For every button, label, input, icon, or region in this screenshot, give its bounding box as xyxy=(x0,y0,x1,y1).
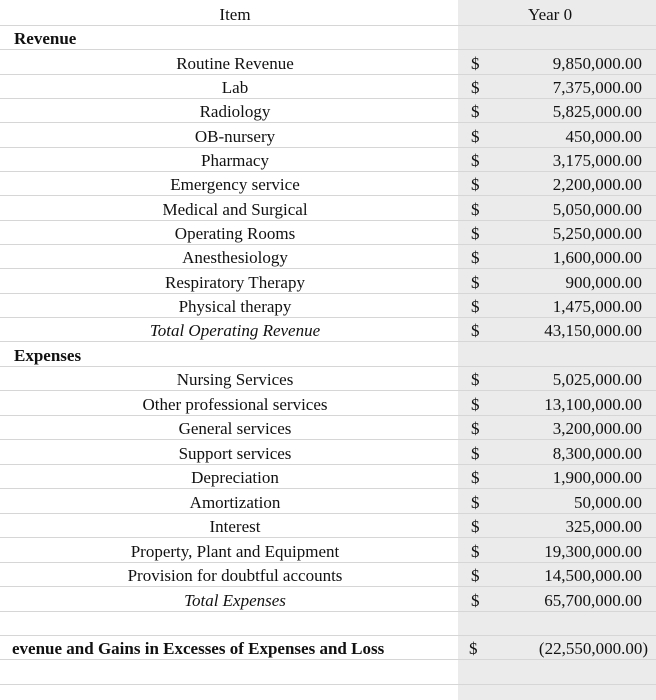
line-item-label: Nursing Services xyxy=(176,370,294,389)
item-column-header: Item xyxy=(219,5,251,24)
line-item-label: OB-nursery xyxy=(194,127,276,146)
line-item-amount: 5,025,000.00 xyxy=(552,370,642,389)
currency-symbol: $ xyxy=(471,468,480,487)
table-row xyxy=(0,539,656,563)
currency-symbol: $ xyxy=(471,54,480,73)
line-item-amount: 3,175,000.00 xyxy=(552,151,642,170)
blank-row xyxy=(0,612,656,636)
table-row xyxy=(0,294,656,318)
line-item-amount: 3,200,000.00 xyxy=(552,419,642,438)
currency-symbol: $ xyxy=(471,370,480,389)
line-item-label: Provision for doubtful accounts xyxy=(127,566,343,585)
line-item-amount: 900,000.00 xyxy=(565,273,642,292)
revenue-total-label: Total Operating Revenue xyxy=(149,321,321,340)
expenses-total-label: Total Expenses xyxy=(184,591,286,610)
line-item-label: Depreciation xyxy=(191,468,279,487)
line-item-label: Property, Plant and Equipment xyxy=(130,542,340,561)
currency-symbol: $ xyxy=(471,127,480,146)
table-row xyxy=(0,392,656,416)
line-item-label: Radiology xyxy=(199,102,271,121)
table-row xyxy=(0,270,656,294)
table-row xyxy=(0,221,656,245)
currency-symbol: $ xyxy=(471,175,480,194)
line-item-label: Emergency service xyxy=(170,175,300,194)
table-row xyxy=(0,197,656,221)
currency-symbol: $ xyxy=(471,297,480,316)
expenses-section-row xyxy=(0,343,656,367)
blank-row xyxy=(0,661,656,685)
table-row xyxy=(0,124,656,148)
currency-symbol: $ xyxy=(471,444,480,463)
table-row xyxy=(0,172,656,196)
line-item-amount: 7,375,000.00 xyxy=(552,78,642,97)
currency-symbol: $ xyxy=(471,248,480,267)
currency-symbol: $ xyxy=(471,200,480,219)
line-item-amount: 325,000.00 xyxy=(565,517,642,536)
table-row xyxy=(0,148,656,172)
table-row xyxy=(0,441,656,465)
revenue-total-row xyxy=(0,318,656,342)
line-item-amount: 50,000.00 xyxy=(574,493,642,512)
line-item-label: Anesthesiology xyxy=(182,248,288,267)
line-item-amount: 13,100,000.00 xyxy=(544,395,642,414)
currency-symbol: $ xyxy=(471,78,480,97)
line-item-amount: 1,600,000.00 xyxy=(552,248,642,267)
line-item-amount: 9,850,000.00 xyxy=(552,54,642,73)
table-row xyxy=(0,465,656,489)
line-item-label: Medical and Surgical xyxy=(162,200,308,219)
line-item-label: Lab xyxy=(221,78,249,97)
revenue-section-row xyxy=(0,26,656,50)
line-item-label: Pharmacy xyxy=(201,151,269,170)
currency-symbol: $ xyxy=(471,591,480,610)
currency-symbol: $ xyxy=(471,395,480,414)
currency-symbol: $ xyxy=(471,419,480,438)
net-result-label: evenue and Gains in Excesses of Expenses and Loss xyxy=(12,639,385,658)
line-item-label: Other professional services xyxy=(142,395,328,414)
table-row xyxy=(0,99,656,123)
line-item-label: Amortization xyxy=(189,493,281,512)
line-item-amount: 450,000.00 xyxy=(565,127,642,146)
table-row xyxy=(0,75,656,99)
line-item-label: Support services xyxy=(178,444,292,463)
line-item-amount: 1,475,000.00 xyxy=(552,297,642,316)
table-row xyxy=(0,514,656,538)
table-row xyxy=(0,51,656,75)
currency-symbol: $ xyxy=(471,542,480,561)
currency-symbol: $ xyxy=(471,273,480,292)
currency-symbol: $ xyxy=(471,321,480,340)
line-item-amount: 14,500,000.00 xyxy=(544,566,642,585)
expenses-total-amount: 65,700,000.00 xyxy=(544,591,642,610)
expenses-total-row xyxy=(0,588,656,612)
line-item-amount: 8,300,000.00 xyxy=(552,444,642,463)
currency-symbol: $ xyxy=(469,639,478,658)
table-row xyxy=(0,367,656,391)
currency-symbol: $ xyxy=(471,224,480,243)
currency-symbol: $ xyxy=(471,566,480,585)
table-row xyxy=(0,416,656,440)
table-row xyxy=(0,563,656,587)
currency-symbol: $ xyxy=(471,493,480,512)
line-item-amount: 5,250,000.00 xyxy=(552,224,642,243)
table-row xyxy=(0,245,656,269)
net-result-amount: (22,550,000.00) xyxy=(538,639,648,658)
line-item-amount: 1,900,000.00 xyxy=(552,468,642,487)
line-item-label: Routine Revenue xyxy=(176,54,294,73)
currency-symbol: $ xyxy=(471,102,480,121)
revenue-total-amount: 43,150,000.00 xyxy=(544,321,642,340)
year-column-header: Year 0 xyxy=(528,5,573,24)
line-item-amount: 5,825,000.00 xyxy=(552,102,642,121)
line-item-amount: 2,200,000.00 xyxy=(552,175,642,194)
line-item-amount: 19,300,000.00 xyxy=(544,542,642,561)
line-item-label: Physical therapy xyxy=(178,297,292,316)
currency-symbol: $ xyxy=(471,517,480,536)
line-item-label: Operating Rooms xyxy=(174,224,296,243)
table-row xyxy=(0,490,656,514)
line-item-label: Interest xyxy=(209,517,261,536)
line-item-label: Respiratory Therapy xyxy=(165,273,305,292)
net-result-row xyxy=(0,636,656,660)
line-item-label: General services xyxy=(178,419,292,438)
currency-symbol: $ xyxy=(471,151,480,170)
revenue-section-title: Revenue xyxy=(14,29,77,48)
line-item-amount: 5,050,000.00 xyxy=(552,200,642,219)
expenses-section-title: Expenses xyxy=(14,346,82,365)
header-row xyxy=(0,2,656,26)
